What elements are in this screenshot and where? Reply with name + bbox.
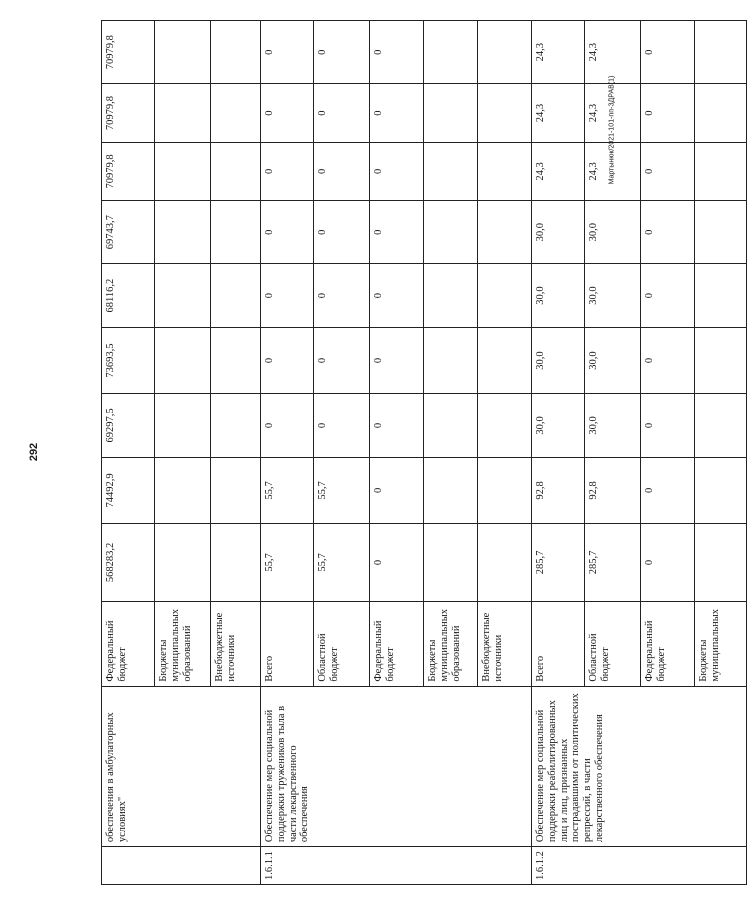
amount-cell: [155, 524, 211, 602]
funding-source-cell: Всего: [532, 601, 585, 686]
measure-code-cell: 1.6.1.1: [261, 847, 532, 885]
measure-description-cell: обеспечения в амбулаторных условиях": [102, 686, 261, 847]
amount-cell: 30,0: [585, 327, 641, 393]
amount-cell: [478, 264, 532, 327]
amount-cell: 55,7: [261, 524, 314, 602]
amount-cell: 30,0: [532, 201, 585, 264]
amount-cell: 0: [641, 327, 695, 393]
amount-cell: [211, 524, 261, 602]
amount-cell: 0: [370, 457, 424, 523]
amount-cell: 0: [641, 142, 695, 200]
funding-source-cell: Областной бюджет: [585, 601, 641, 686]
amount-cell: 68116,2: [102, 264, 155, 327]
amount-cell: 92,8: [532, 457, 585, 523]
funding-source-cell: Бюджеты муниципальных образований: [155, 601, 211, 686]
amount-cell: 0: [370, 524, 424, 602]
funding-source-cell: Внебюджетные источники: [478, 601, 532, 686]
amount-cell: 55,7: [314, 524, 370, 602]
amount-cell: [155, 264, 211, 327]
amount-cell: 0: [641, 21, 695, 84]
amount-cell: [211, 327, 261, 393]
amount-cell: 24,3: [585, 142, 641, 200]
amount-cell: 0: [641, 524, 695, 602]
amount-cell: [478, 457, 532, 523]
table-row: [102, 21, 155, 885]
amount-cell: 30,0: [532, 394, 585, 457]
amount-cell: [695, 394, 747, 457]
amount-cell: [478, 21, 532, 84]
amount-cell: 70979,8: [102, 84, 155, 142]
amount-cell: 24,3: [532, 84, 585, 142]
amount-cell: 0: [370, 201, 424, 264]
amount-cell: [478, 84, 532, 142]
amount-cell: [211, 457, 261, 523]
amount-cell: [155, 457, 211, 523]
funding-source-cell: Областной бюджет: [314, 601, 370, 686]
amount-cell: 70979,8: [102, 21, 155, 84]
amount-cell: 0: [641, 457, 695, 523]
amount-cell: [478, 142, 532, 200]
amount-cell: 0: [261, 394, 314, 457]
table-row: [261, 21, 314, 885]
amount-cell: [478, 394, 532, 457]
amount-cell: 69743,7: [102, 201, 155, 264]
amount-cell: [695, 457, 747, 523]
amount-cell: 0: [261, 21, 314, 84]
amount-cell: 24,3: [585, 21, 641, 84]
amount-cell: 30,0: [585, 201, 641, 264]
amount-cell: [695, 524, 747, 602]
amount-cell: 0: [370, 142, 424, 200]
amount-cell: [155, 327, 211, 393]
amount-cell: 0: [261, 264, 314, 327]
amount-cell: [211, 201, 261, 264]
amount-cell: 0: [641, 84, 695, 142]
measure-description-cell: Обеспечение мер социальной поддержки тружеников тыла в части лекарственного обеспечения: [261, 686, 532, 847]
amount-cell: 30,0: [585, 264, 641, 327]
funding-table: [101, 20, 747, 885]
amount-cell: 24,3: [585, 84, 641, 142]
amount-cell: 55,7: [261, 457, 314, 523]
amount-cell: 30,0: [585, 394, 641, 457]
amount-cell: [155, 21, 211, 84]
table-row: [532, 21, 585, 885]
amount-cell: [424, 84, 478, 142]
measure-code-cell: 1.6.1.2: [532, 847, 747, 885]
amount-cell: [155, 394, 211, 457]
amount-cell: 30,0: [532, 327, 585, 393]
amount-cell: 92,8: [585, 457, 641, 523]
amount-cell: [424, 21, 478, 84]
amount-cell: [424, 457, 478, 523]
funding-source-cell: Федеральный бюджет: [641, 601, 695, 686]
amount-cell: 55,7: [314, 457, 370, 523]
amount-cell: [155, 84, 211, 142]
amount-cell: 24,3: [532, 142, 585, 200]
amount-cell: [211, 21, 261, 84]
amount-cell: [695, 327, 747, 393]
amount-cell: 0: [314, 142, 370, 200]
amount-cell: [478, 201, 532, 264]
amount-cell: [478, 327, 532, 393]
amount-cell: [211, 84, 261, 142]
funding-source-cell: Внебюджетные источники: [211, 601, 261, 686]
measure-description-cell: Обеспечение мер социальной поддержки реабилитированных лиц и лиц, признанных пострадавшими от политических репрессий, в части лекарственного обеспечения: [532, 686, 747, 847]
amount-cell: 0: [641, 394, 695, 457]
amount-cell: 0: [370, 327, 424, 393]
amount-cell: [695, 264, 747, 327]
amount-cell: 70979,8: [102, 142, 155, 200]
amount-cell: [478, 524, 532, 602]
amount-cell: 0: [314, 394, 370, 457]
amount-cell: 0: [314, 21, 370, 84]
amount-cell: 0: [641, 201, 695, 264]
amount-cell: 69297,5: [102, 394, 155, 457]
amount-cell: [695, 84, 747, 142]
page-number: 292: [28, 442, 40, 462]
measure-code-cell: [102, 847, 261, 885]
amount-cell: [424, 201, 478, 264]
amount-cell: 73693,5: [102, 327, 155, 393]
amount-cell: [424, 142, 478, 200]
amount-cell: 0: [370, 21, 424, 84]
amount-cell: [211, 264, 261, 327]
amount-cell: 0: [370, 84, 424, 142]
amount-cell: 0: [261, 142, 314, 200]
amount-cell: 0: [261, 327, 314, 393]
amount-cell: 24,3: [532, 21, 585, 84]
amount-cell: 74492,9: [102, 457, 155, 523]
amount-cell: 0: [314, 84, 370, 142]
amount-cell: [424, 264, 478, 327]
amount-cell: 0: [261, 84, 314, 142]
funding-source-cell: Всего: [261, 601, 314, 686]
amount-cell: 568283,2: [102, 524, 155, 602]
amount-cell: 0: [314, 201, 370, 264]
amount-cell: [424, 524, 478, 602]
funding-source-cell: Федеральный бюджет: [102, 601, 155, 686]
amount-cell: 0: [370, 394, 424, 457]
amount-cell: [155, 201, 211, 264]
funding-source-cell: Федеральный бюджет: [370, 601, 424, 686]
amount-cell: [211, 394, 261, 457]
document-footer-code: Мартынюк/2021-101-пп-ЗДРАВ(1): [608, 75, 616, 185]
amount-cell: 0: [641, 264, 695, 327]
amount-cell: 0: [261, 201, 314, 264]
amount-cell: 30,0: [532, 264, 585, 327]
amount-cell: [695, 142, 747, 200]
amount-cell: 0: [314, 327, 370, 393]
amount-cell: [695, 21, 747, 84]
funding-source-cell: Бюджеты муниципальных образований: [424, 601, 478, 686]
amount-cell: 0: [314, 264, 370, 327]
amount-cell: [695, 201, 747, 264]
funding-source-cell: Бюджеты муниципальных: [695, 601, 747, 686]
amount-cell: [424, 327, 478, 393]
amount-cell: 285,7: [532, 524, 585, 602]
amount-cell: 0: [370, 264, 424, 327]
amount-cell: [424, 394, 478, 457]
amount-cell: [211, 142, 261, 200]
amount-cell: [155, 142, 211, 200]
amount-cell: 285,7: [585, 524, 641, 602]
